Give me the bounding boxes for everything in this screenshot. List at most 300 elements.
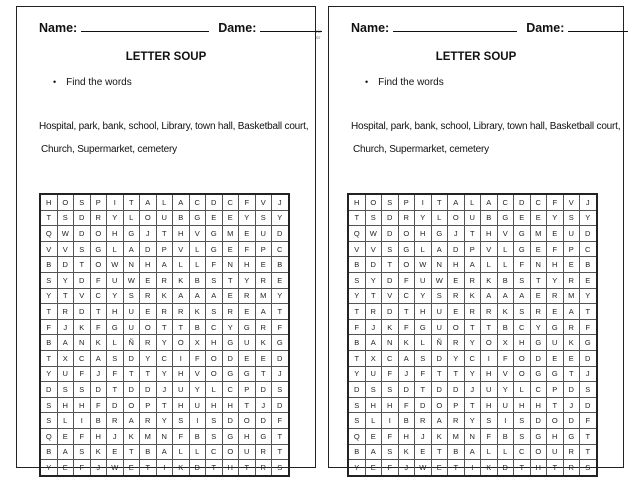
grid-cell: L bbox=[415, 241, 432, 257]
letter-grid bbox=[347, 193, 598, 477]
grid-cell: L bbox=[107, 335, 124, 351]
date-label: Dame: bbox=[526, 21, 565, 35]
grid-cell: D bbox=[222, 413, 239, 429]
word-list-line-1: Hospital, park, bank, school, Library, town hall, Basketball court, bbox=[351, 121, 621, 132]
grid-cell: A bbox=[90, 350, 107, 366]
grid-row bbox=[40, 226, 289, 242]
grid-cell: U bbox=[189, 397, 206, 413]
grid-row bbox=[348, 194, 597, 210]
grid-cell: D bbox=[580, 226, 597, 242]
grid-cell: L bbox=[189, 257, 206, 273]
grid-cell: A bbox=[206, 288, 223, 304]
grid-cell: K bbox=[255, 335, 272, 351]
grid-cell: T bbox=[272, 304, 289, 320]
grid-cell: O bbox=[222, 444, 239, 460]
grid-cell: T bbox=[514, 460, 531, 476]
grid-cell: S bbox=[107, 350, 124, 366]
grid-cell: F bbox=[382, 366, 399, 382]
grid-cell: L bbox=[464, 194, 481, 210]
grid-cell: Q bbox=[348, 226, 365, 242]
grid-cell: D bbox=[563, 413, 580, 429]
grid-cell: F bbox=[189, 350, 206, 366]
grid-cell: I bbox=[173, 350, 190, 366]
grid-cell: S bbox=[365, 210, 382, 226]
grid-cell: J bbox=[398, 460, 415, 476]
grid-cell: V bbox=[563, 194, 580, 210]
grid-cell: D bbox=[530, 350, 547, 366]
grid-cell: S bbox=[272, 460, 289, 476]
grid-cell: C bbox=[530, 194, 547, 210]
grid-cell: D bbox=[580, 350, 597, 366]
grid-cell: F bbox=[74, 428, 91, 444]
grid-cell: J bbox=[272, 366, 289, 382]
grid-cell: H bbox=[206, 335, 223, 351]
grid-cell: I bbox=[74, 413, 91, 429]
grid-cell: R bbox=[222, 304, 239, 320]
grid-row bbox=[348, 288, 597, 304]
grid-cell: O bbox=[239, 413, 256, 429]
grid-cell: T bbox=[206, 460, 223, 476]
instruction-text: Find the words bbox=[66, 77, 132, 88]
grid-cell: Y bbox=[156, 413, 173, 429]
grid-cell: A bbox=[57, 335, 74, 351]
grid-cell: K bbox=[464, 288, 481, 304]
grid-cell: T bbox=[239, 460, 256, 476]
grid-cell: K bbox=[90, 335, 107, 351]
grid-cell: C bbox=[222, 194, 239, 210]
grid-row bbox=[348, 304, 597, 320]
grid-cell: O bbox=[481, 335, 498, 351]
date-label: Dame: bbox=[218, 21, 257, 35]
grid-cell: Y bbox=[107, 210, 124, 226]
grid-cell: T bbox=[580, 304, 597, 320]
grid-cell: M bbox=[140, 428, 157, 444]
name-label: Name: bbox=[39, 21, 78, 35]
grid-cell: S bbox=[74, 382, 91, 398]
grid-cell: J bbox=[365, 319, 382, 335]
grid-cell: O bbox=[123, 397, 140, 413]
grid-cell: A bbox=[156, 257, 173, 273]
grid-cell: L bbox=[189, 444, 206, 460]
grid-cell: B bbox=[481, 210, 498, 226]
grid-cell: B bbox=[90, 413, 107, 429]
grid-cell: T bbox=[156, 397, 173, 413]
grid-cell: D bbox=[448, 241, 465, 257]
grid-cell: N bbox=[530, 257, 547, 273]
grid-cell: L bbox=[415, 335, 432, 351]
grid-cell: F bbox=[497, 350, 514, 366]
grid-cell: H bbox=[107, 304, 124, 320]
grid-cell: L bbox=[123, 210, 140, 226]
grid-cell: D bbox=[222, 350, 239, 366]
grid-cell: P bbox=[464, 241, 481, 257]
grid-row bbox=[348, 350, 597, 366]
grid-cell: F bbox=[107, 366, 124, 382]
grid-cell: C bbox=[398, 288, 415, 304]
grid-cell: L bbox=[173, 444, 190, 460]
grid-cell: A bbox=[189, 288, 206, 304]
grid-cell: H bbox=[173, 397, 190, 413]
grid-cell: T bbox=[140, 366, 157, 382]
grid-cell: J bbox=[580, 194, 597, 210]
grid-cell: P bbox=[448, 397, 465, 413]
grid-cell: A bbox=[398, 350, 415, 366]
grid-cell: D bbox=[448, 382, 465, 398]
grid-cell: B bbox=[189, 428, 206, 444]
name-label: Name: bbox=[351, 21, 390, 35]
grid-cell: Y bbox=[156, 366, 173, 382]
grid-cell: A bbox=[173, 194, 190, 210]
grid-cell: J bbox=[464, 382, 481, 398]
grid-cell: T bbox=[365, 288, 382, 304]
grid-row bbox=[40, 413, 289, 429]
grid-cell: V bbox=[481, 241, 498, 257]
grid-cell: E bbox=[530, 210, 547, 226]
grid-row bbox=[40, 194, 289, 210]
grid-cell: T bbox=[272, 444, 289, 460]
grid-cell: P bbox=[156, 241, 173, 257]
grid-cell: V bbox=[497, 366, 514, 382]
grid-row bbox=[40, 304, 289, 320]
grid-cell: V bbox=[189, 366, 206, 382]
grid-cell: C bbox=[514, 319, 531, 335]
grid-cell: Y bbox=[57, 272, 74, 288]
grid-cell: G bbox=[222, 428, 239, 444]
grid-cell: A bbox=[431, 413, 448, 429]
grid-cell: O bbox=[140, 319, 157, 335]
grid-cell: T bbox=[547, 460, 564, 476]
grid-cell: E bbox=[57, 428, 74, 444]
grid-cell: I bbox=[464, 460, 481, 476]
grid-row bbox=[348, 460, 597, 476]
grid-cell: S bbox=[580, 460, 597, 476]
grid-cell: S bbox=[74, 194, 91, 210]
grid-cell: H bbox=[40, 194, 57, 210]
grid-cell: F bbox=[90, 319, 107, 335]
grid-cell: S bbox=[57, 210, 74, 226]
grid-cell: D bbox=[140, 241, 157, 257]
worksheet-left bbox=[16, 6, 316, 472]
grid-cell: U bbox=[57, 366, 74, 382]
grid-row bbox=[348, 319, 597, 335]
grid-cell: G bbox=[415, 319, 432, 335]
grid-cell: Y bbox=[189, 382, 206, 398]
grid-cell: T bbox=[40, 304, 57, 320]
grid-cell: F bbox=[90, 272, 107, 288]
grid-cell: N bbox=[123, 257, 140, 273]
grid-cell: S bbox=[514, 428, 531, 444]
grid-cell: F bbox=[398, 272, 415, 288]
grid-cell: G bbox=[530, 428, 547, 444]
grid-cell: C bbox=[222, 382, 239, 398]
grid-cell: R bbox=[398, 210, 415, 226]
grid-cell: E bbox=[140, 304, 157, 320]
grid-cell: A bbox=[123, 241, 140, 257]
grid-cell: S bbox=[255, 210, 272, 226]
grid-cell: G bbox=[222, 366, 239, 382]
grid-row bbox=[348, 382, 597, 398]
grid-cell: J bbox=[156, 382, 173, 398]
grid-cell: I bbox=[107, 194, 124, 210]
grid-cell: G bbox=[514, 226, 531, 242]
grid-cell: F bbox=[382, 460, 399, 476]
grid-cell: Q bbox=[348, 428, 365, 444]
grid-cell: E bbox=[580, 272, 597, 288]
grid-cell: D bbox=[272, 350, 289, 366]
grid-cell: J bbox=[398, 366, 415, 382]
grid-cell: E bbox=[415, 444, 432, 460]
grid-cell: G bbox=[90, 241, 107, 257]
grid-cell: I bbox=[382, 413, 399, 429]
grid-cell: H bbox=[547, 257, 564, 273]
grid-cell: K bbox=[123, 428, 140, 444]
grid-cell: R bbox=[481, 304, 498, 320]
grid-cell: F bbox=[580, 319, 597, 335]
grid-cell: S bbox=[74, 241, 91, 257]
grid-cell: H bbox=[448, 257, 465, 273]
grid-cell: A bbox=[123, 413, 140, 429]
grid-row bbox=[40, 272, 289, 288]
grid-cell: O bbox=[431, 397, 448, 413]
grid-cell: T bbox=[448, 460, 465, 476]
grid-cell: A bbox=[464, 257, 481, 273]
grid-cell: J bbox=[107, 428, 124, 444]
grid-cell: J bbox=[415, 428, 432, 444]
grid-cell: T bbox=[580, 444, 597, 460]
grid-row bbox=[348, 335, 597, 351]
grid-cell: K bbox=[431, 428, 448, 444]
grid-cell: K bbox=[173, 460, 190, 476]
grid-cell: T bbox=[580, 428, 597, 444]
grid-cell: S bbox=[40, 397, 57, 413]
grid-cell: J bbox=[563, 397, 580, 413]
grid-cell: A bbox=[497, 288, 514, 304]
grid-cell: R bbox=[530, 304, 547, 320]
grid-cell: D bbox=[398, 382, 415, 398]
grid-row bbox=[40, 241, 289, 257]
grid-cell: E bbox=[365, 460, 382, 476]
grid-cell: S bbox=[580, 382, 597, 398]
grid-cell: Y bbox=[464, 366, 481, 382]
grid-cell: D bbox=[382, 226, 399, 242]
grid-cell: B bbox=[189, 319, 206, 335]
grid-cell: H bbox=[90, 428, 107, 444]
grid-cell: G bbox=[239, 319, 256, 335]
grid-cell: V bbox=[382, 288, 399, 304]
grid-cell: U bbox=[239, 335, 256, 351]
grid-row bbox=[348, 241, 597, 257]
grid-cell: R bbox=[448, 413, 465, 429]
grid-cell: S bbox=[348, 413, 365, 429]
grid-cell: Y bbox=[156, 335, 173, 351]
grid-cell: M bbox=[255, 288, 272, 304]
grid-cell: X bbox=[365, 350, 382, 366]
grid-cell: T bbox=[156, 319, 173, 335]
grid-cell: L bbox=[206, 382, 223, 398]
grid-cell: D bbox=[382, 272, 399, 288]
grid-cell: W bbox=[107, 257, 124, 273]
grid-cell: W bbox=[431, 272, 448, 288]
grid-cell: D bbox=[530, 413, 547, 429]
grid-cell: B bbox=[497, 319, 514, 335]
grid-cell: R bbox=[448, 335, 465, 351]
grid-cell: Y bbox=[580, 210, 597, 226]
grid-cell: A bbox=[173, 288, 190, 304]
grid-cell: T bbox=[123, 366, 140, 382]
grid-cell: T bbox=[222, 272, 239, 288]
date-blank bbox=[568, 20, 628, 32]
grid-cell: Y bbox=[497, 382, 514, 398]
grid-cell: B bbox=[448, 444, 465, 460]
grid-cell: S bbox=[57, 382, 74, 398]
grid-cell: B bbox=[40, 335, 57, 351]
grid-cell: P bbox=[239, 382, 256, 398]
grid-cell: D bbox=[107, 397, 124, 413]
grid-cell: J bbox=[140, 226, 157, 242]
grid-cell: D bbox=[74, 226, 91, 242]
grid-row bbox=[348, 366, 597, 382]
grid-row bbox=[40, 288, 289, 304]
grid-cell: F bbox=[348, 319, 365, 335]
grid-cell: Y bbox=[40, 288, 57, 304]
grid-cell: O bbox=[530, 444, 547, 460]
grid-cell: Y bbox=[415, 210, 432, 226]
grid-cell: C bbox=[189, 194, 206, 210]
grid-cell: T bbox=[173, 319, 190, 335]
grid-cell: E bbox=[547, 350, 564, 366]
grid-cell: I bbox=[189, 413, 206, 429]
grid-cell: X bbox=[57, 350, 74, 366]
grid-row bbox=[40, 428, 289, 444]
grid-cell: N bbox=[74, 335, 91, 351]
grid-cell: G bbox=[107, 319, 124, 335]
grid-cell: A bbox=[365, 335, 382, 351]
grid-cell: H bbox=[398, 428, 415, 444]
grid-cell: R bbox=[255, 460, 272, 476]
word-list-line-1: Hospital, park, bank, school, Library, town hall, Basketball court, bbox=[39, 121, 309, 132]
grid-cell: E bbox=[365, 428, 382, 444]
grid-cell: E bbox=[448, 272, 465, 288]
grid-cell: U bbox=[123, 304, 140, 320]
grid-cell: L bbox=[189, 241, 206, 257]
grid-cell: T bbox=[464, 319, 481, 335]
grid-cell: R bbox=[239, 288, 256, 304]
grid-cell: U bbox=[107, 272, 124, 288]
stray-text-line: or bbox=[316, 36, 321, 41]
grid-cell: R bbox=[140, 288, 157, 304]
grid-cell: L bbox=[365, 413, 382, 429]
grid-cell: E bbox=[530, 288, 547, 304]
grid-cell: G bbox=[398, 241, 415, 257]
instruction bbox=[365, 77, 444, 88]
name-blank bbox=[81, 20, 209, 32]
grid-cell: S bbox=[382, 444, 399, 460]
grid-cell: Ñ bbox=[123, 335, 140, 351]
grid-cell: H bbox=[222, 397, 239, 413]
grid-cell: T bbox=[348, 304, 365, 320]
grid-cell: D bbox=[415, 397, 432, 413]
grid-cell: R bbox=[464, 272, 481, 288]
grid-cell: O bbox=[547, 413, 564, 429]
grid-cell: N bbox=[156, 428, 173, 444]
grid-cell: U bbox=[547, 335, 564, 351]
grid-cell: T bbox=[272, 428, 289, 444]
grid-cell: O bbox=[206, 366, 223, 382]
grid-cell: V bbox=[74, 288, 91, 304]
grid-cell: Y bbox=[239, 210, 256, 226]
grid-cell: D bbox=[580, 397, 597, 413]
bullet-point: • bbox=[53, 77, 57, 87]
grid-cell: F bbox=[239, 241, 256, 257]
grid-cell: A bbox=[57, 444, 74, 460]
grid-cell: R bbox=[255, 272, 272, 288]
grid-cell: Y bbox=[448, 350, 465, 366]
grid-cell: C bbox=[580, 241, 597, 257]
worksheet-title: LETTER SOUP bbox=[125, 51, 207, 63]
grid-cell: D bbox=[348, 382, 365, 398]
grid-cell: T bbox=[530, 272, 547, 288]
grid-cell: R bbox=[563, 272, 580, 288]
grid-cell: B bbox=[272, 257, 289, 273]
grid-cell: Y bbox=[348, 460, 365, 476]
grid-cell: G bbox=[189, 210, 206, 226]
grid-cell: S bbox=[123, 288, 140, 304]
grid-cell: Y bbox=[222, 319, 239, 335]
grid-cell: R bbox=[563, 460, 580, 476]
grid-cell: U bbox=[123, 319, 140, 335]
grid-cell: F bbox=[206, 257, 223, 273]
grid-cell: U bbox=[156, 210, 173, 226]
grid-cell: O bbox=[173, 335, 190, 351]
grid-cell: O bbox=[448, 319, 465, 335]
grid-cell: J bbox=[90, 460, 107, 476]
grid-cell: F bbox=[74, 460, 91, 476]
grid-cell: S bbox=[272, 382, 289, 398]
grid-cell: L bbox=[173, 257, 190, 273]
grid-cell: G bbox=[547, 366, 564, 382]
grid-cell: O bbox=[57, 194, 74, 210]
grid-cell: R bbox=[563, 444, 580, 460]
worksheet-right bbox=[328, 6, 624, 472]
grid-cell: U bbox=[415, 272, 432, 288]
grid-cell: E bbox=[431, 460, 448, 476]
grid-cell: V bbox=[365, 241, 382, 257]
grid-cell: W bbox=[57, 226, 74, 242]
header-line bbox=[351, 20, 628, 35]
grid-cell: P bbox=[255, 241, 272, 257]
grid-cell: F bbox=[514, 257, 531, 273]
grid-cell: Y bbox=[530, 319, 547, 335]
word-list-line-2: Church, Supermarket, cemetery bbox=[41, 144, 177, 155]
grid-cell: A bbox=[481, 194, 498, 210]
grid-cell: F bbox=[398, 319, 415, 335]
grid-cell: C bbox=[497, 194, 514, 210]
grid-cell: D bbox=[123, 350, 140, 366]
grid-cell: E bbox=[222, 210, 239, 226]
grid-cell: T bbox=[123, 194, 140, 210]
grid-cell: F bbox=[398, 397, 415, 413]
grid-cell: R bbox=[448, 288, 465, 304]
grid-cell: I bbox=[415, 194, 432, 210]
grid-row bbox=[40, 257, 289, 273]
grid-cell: T bbox=[547, 397, 564, 413]
grid-row bbox=[348, 257, 597, 273]
grid-cell: D bbox=[255, 413, 272, 429]
grid-cell: D bbox=[365, 257, 382, 273]
grid-cell: K bbox=[481, 272, 498, 288]
grid-cell: M bbox=[222, 226, 239, 242]
grid-cell: H bbox=[222, 460, 239, 476]
